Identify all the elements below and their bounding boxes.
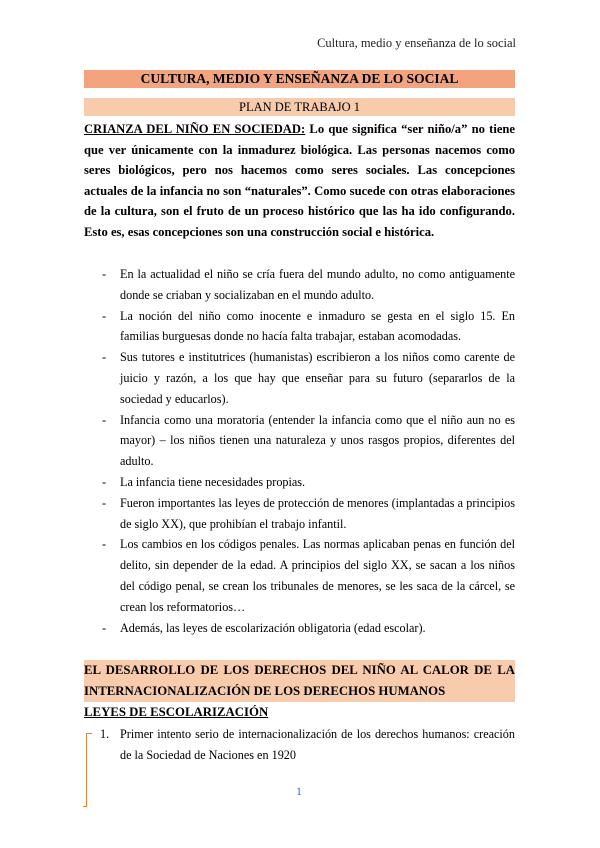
running-header: Cultura, medio y enseñanza de lo social (317, 36, 516, 50)
list-item (84, 410, 515, 472)
subsection-heading: LEYES DE ESCOLARIZACIÓN (84, 705, 269, 719)
margin-marker (83, 806, 87, 807)
list-item (84, 264, 515, 306)
list-item (84, 347, 515, 409)
margin-line (86, 733, 87, 806)
bullet-marker: - (102, 620, 107, 635)
document-title: CULTURA, MEDIO Y ENSEÑANZA DE LO SOCIAL (84, 70, 515, 88)
list-item (84, 472, 515, 493)
intro-lead: CRIANZA DEL NIÑO EN SOCIEDAD: (84, 122, 306, 136)
list-item (84, 306, 515, 348)
list-item-text: La infancia tiene necesidades propias. (120, 474, 306, 489)
list-item-text: Sus tutores e institutrices (humanistas) escribieron a los niños como carente de juicio y razón, a los que hay que enseñar para su futuro (separarlos de la sociedad y educarlos). (120, 350, 515, 406)
list-item-text: Los cambios en los códigos penales. Las normas aplicaban penas en función del delito, sin depender de la edad. A principios del siglo XX, se sacan a los niños del código penal, se crean los tribunales de menores, se les saca de la cárcel, se crean los reformatorios… (120, 537, 515, 614)
bullet-marker: - (102, 537, 107, 552)
list-item (84, 534, 515, 617)
list-number: 1. (100, 727, 110, 741)
section-heading: EL DESARROLLO DE LOS DERECHOS DEL NIÑO AL CALOR DE LA INTERNACIONALIZACIÓN DE LOS DERECHOS HUMANOS (84, 660, 515, 702)
intro-paragraph (84, 119, 515, 242)
bullet-marker: - (102, 474, 107, 489)
numbered-list (84, 724, 515, 765)
list-item-text: Además, las leyes de escolarización obligatoria (edad escolar). (120, 620, 426, 635)
list-item-text: Primer intento serio de internacionalización de los derechos humanos: creación de la Sociedad de Naciones en 1920 (120, 727, 515, 762)
bullet-marker: - (102, 350, 107, 365)
bullet-marker: - (102, 308, 107, 323)
bullet-marker: - (102, 267, 107, 281)
bullet-list (84, 264, 515, 638)
list-item-text: La noción del niño como inocente e inmaduro se gesta en el siglo 15. En familias burguesas donde no hacía falta trabajar, estaban acomodadas. (120, 308, 515, 344)
list-item-text: Infancia como una moratoria (entender la infancia como que el niño aun no es mayor) – los niños tienen una naturaleza y unos rasgos propios, diferentes del adulto. (120, 412, 515, 469)
list-item-text: Fueron importantes las leyes de protección de menores (implantadas a principios de siglo XX), que prohibían el trabajo infantil. (120, 495, 515, 531)
plan-heading: PLAN DE TRABAJO 1 (84, 98, 515, 116)
list-item (84, 493, 515, 535)
bullet-marker: - (102, 495, 107, 510)
list-item (84, 724, 515, 765)
intro-text: Lo que significa “ser niño/a” no tiene que ver únicamente con la inmadurez biológica. Las personas nacemos como seres biológicos, pero nos hacemos como seres sociales. Las concepciones actuales de la infancia no son “naturales”. Como sucede con otras elaboraciones de la cultura, son el fruto de un proceso histórico que las ha ido configurando. Esto es, esas concepciones son una construcción social e histórica. (84, 122, 515, 239)
page-number: 1 (296, 784, 302, 798)
bullet-marker: - (102, 412, 107, 427)
list-item (84, 618, 515, 639)
list-item-text: En la actualidad el niño se cría fuera del mundo adulto, no como antiguamente donde se criaban y socializaban en el mundo adulto. (120, 267, 515, 302)
